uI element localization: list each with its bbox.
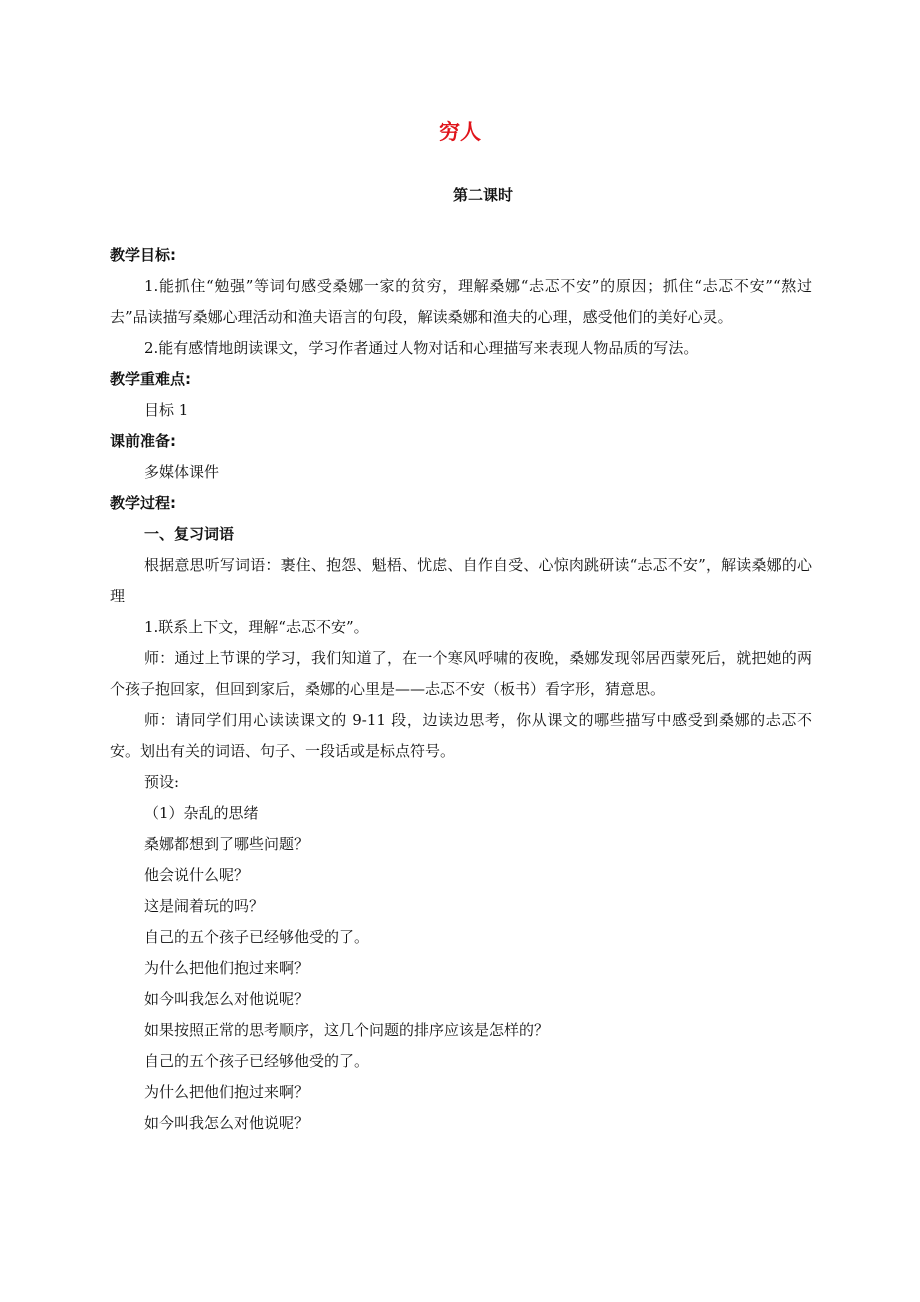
- question-line: 自己的五个孩子已经够他受的了。: [144, 928, 370, 946]
- section-heading-preparation: 课前准备:: [110, 432, 176, 450]
- document-body: [110, 240, 812, 1139]
- document-title: 穷人: [439, 120, 481, 144]
- step-paragraph-dictation: 根据意思听写词语：裹住、抱怨、魁梧、忧虑、自作自受、心惊肉跳研读“忐忑不安”，解读桑娜的心理: [110, 556, 812, 605]
- question-line: 如今叫我怎么对他说呢？: [144, 990, 310, 1008]
- key-points-text: 目标 1: [144, 401, 189, 419]
- document-subtitle: 第二课时: [452, 186, 513, 204]
- question-line: 如今叫我怎么对他说呢？: [144, 1114, 310, 1132]
- sub-point-1: 1.联系上下文，理解“忐忑不安”。: [144, 618, 369, 636]
- section-heading-goals: 教学目标:: [110, 246, 176, 264]
- question-line: 这是闹着玩的吗？: [144, 897, 265, 915]
- section-heading-key-points: 教学重难点:: [110, 370, 191, 388]
- teacher-paragraph-1: 师：通过上节课的学习，我们知道了，在一个寒风呼啸的夜晚，桑娜发现邻居西蒙死后，就把她的两个孩子抱回家，但回到家后，桑娜的心里是——忐忑不安（板书）看字形，猜意思。: [110, 649, 812, 698]
- step-heading-review-words: 一、复习词语: [144, 525, 235, 543]
- question-line: 桑娜都想到了哪些问题？: [144, 835, 310, 853]
- section-heading-process: 教学过程:: [110, 494, 176, 512]
- question-line: 如果按照正常的思考顺序，这几个问题的排序应该是怎样的？: [144, 1021, 550, 1039]
- question-line: 他会说什么呢？: [144, 866, 250, 884]
- preset-label: 预设:: [144, 773, 180, 791]
- question-line: 自己的五个孩子已经够他受的了。: [144, 1052, 370, 1070]
- question-line: 为什么把他们抱过来啊？: [144, 1083, 310, 1101]
- goal-paragraph-1: 1.能抓住“勉强”等词句感受桑娜一家的贫穷，理解桑娜“忐忑不安”的原因；抓住“忐忑不安”“熬过去”品读描写桑娜心理活动和渔夫语言的句段，解读桑娜和渔夫的心理，感受他们的美好心灵。: [110, 277, 812, 326]
- preset-item-1: （1）杂乱的思绪: [144, 804, 259, 822]
- preparation-text: 多媒体课件: [144, 463, 220, 481]
- teacher-paragraph-2: 师：请同学们用心读读课文的 9-11 段，边读边思考，你从课文的哪些描写中感受到桑娜的忐忑不安。划出有关的词语、句子、一段话或是标点符号。: [110, 711, 812, 760]
- question-line: 为什么把他们抱过来啊？: [144, 959, 310, 977]
- goal-paragraph-2: 2.能有感情地朗读课文，学习作者通过人物对话和心理描写来表现人物品质的写法。: [144, 339, 699, 357]
